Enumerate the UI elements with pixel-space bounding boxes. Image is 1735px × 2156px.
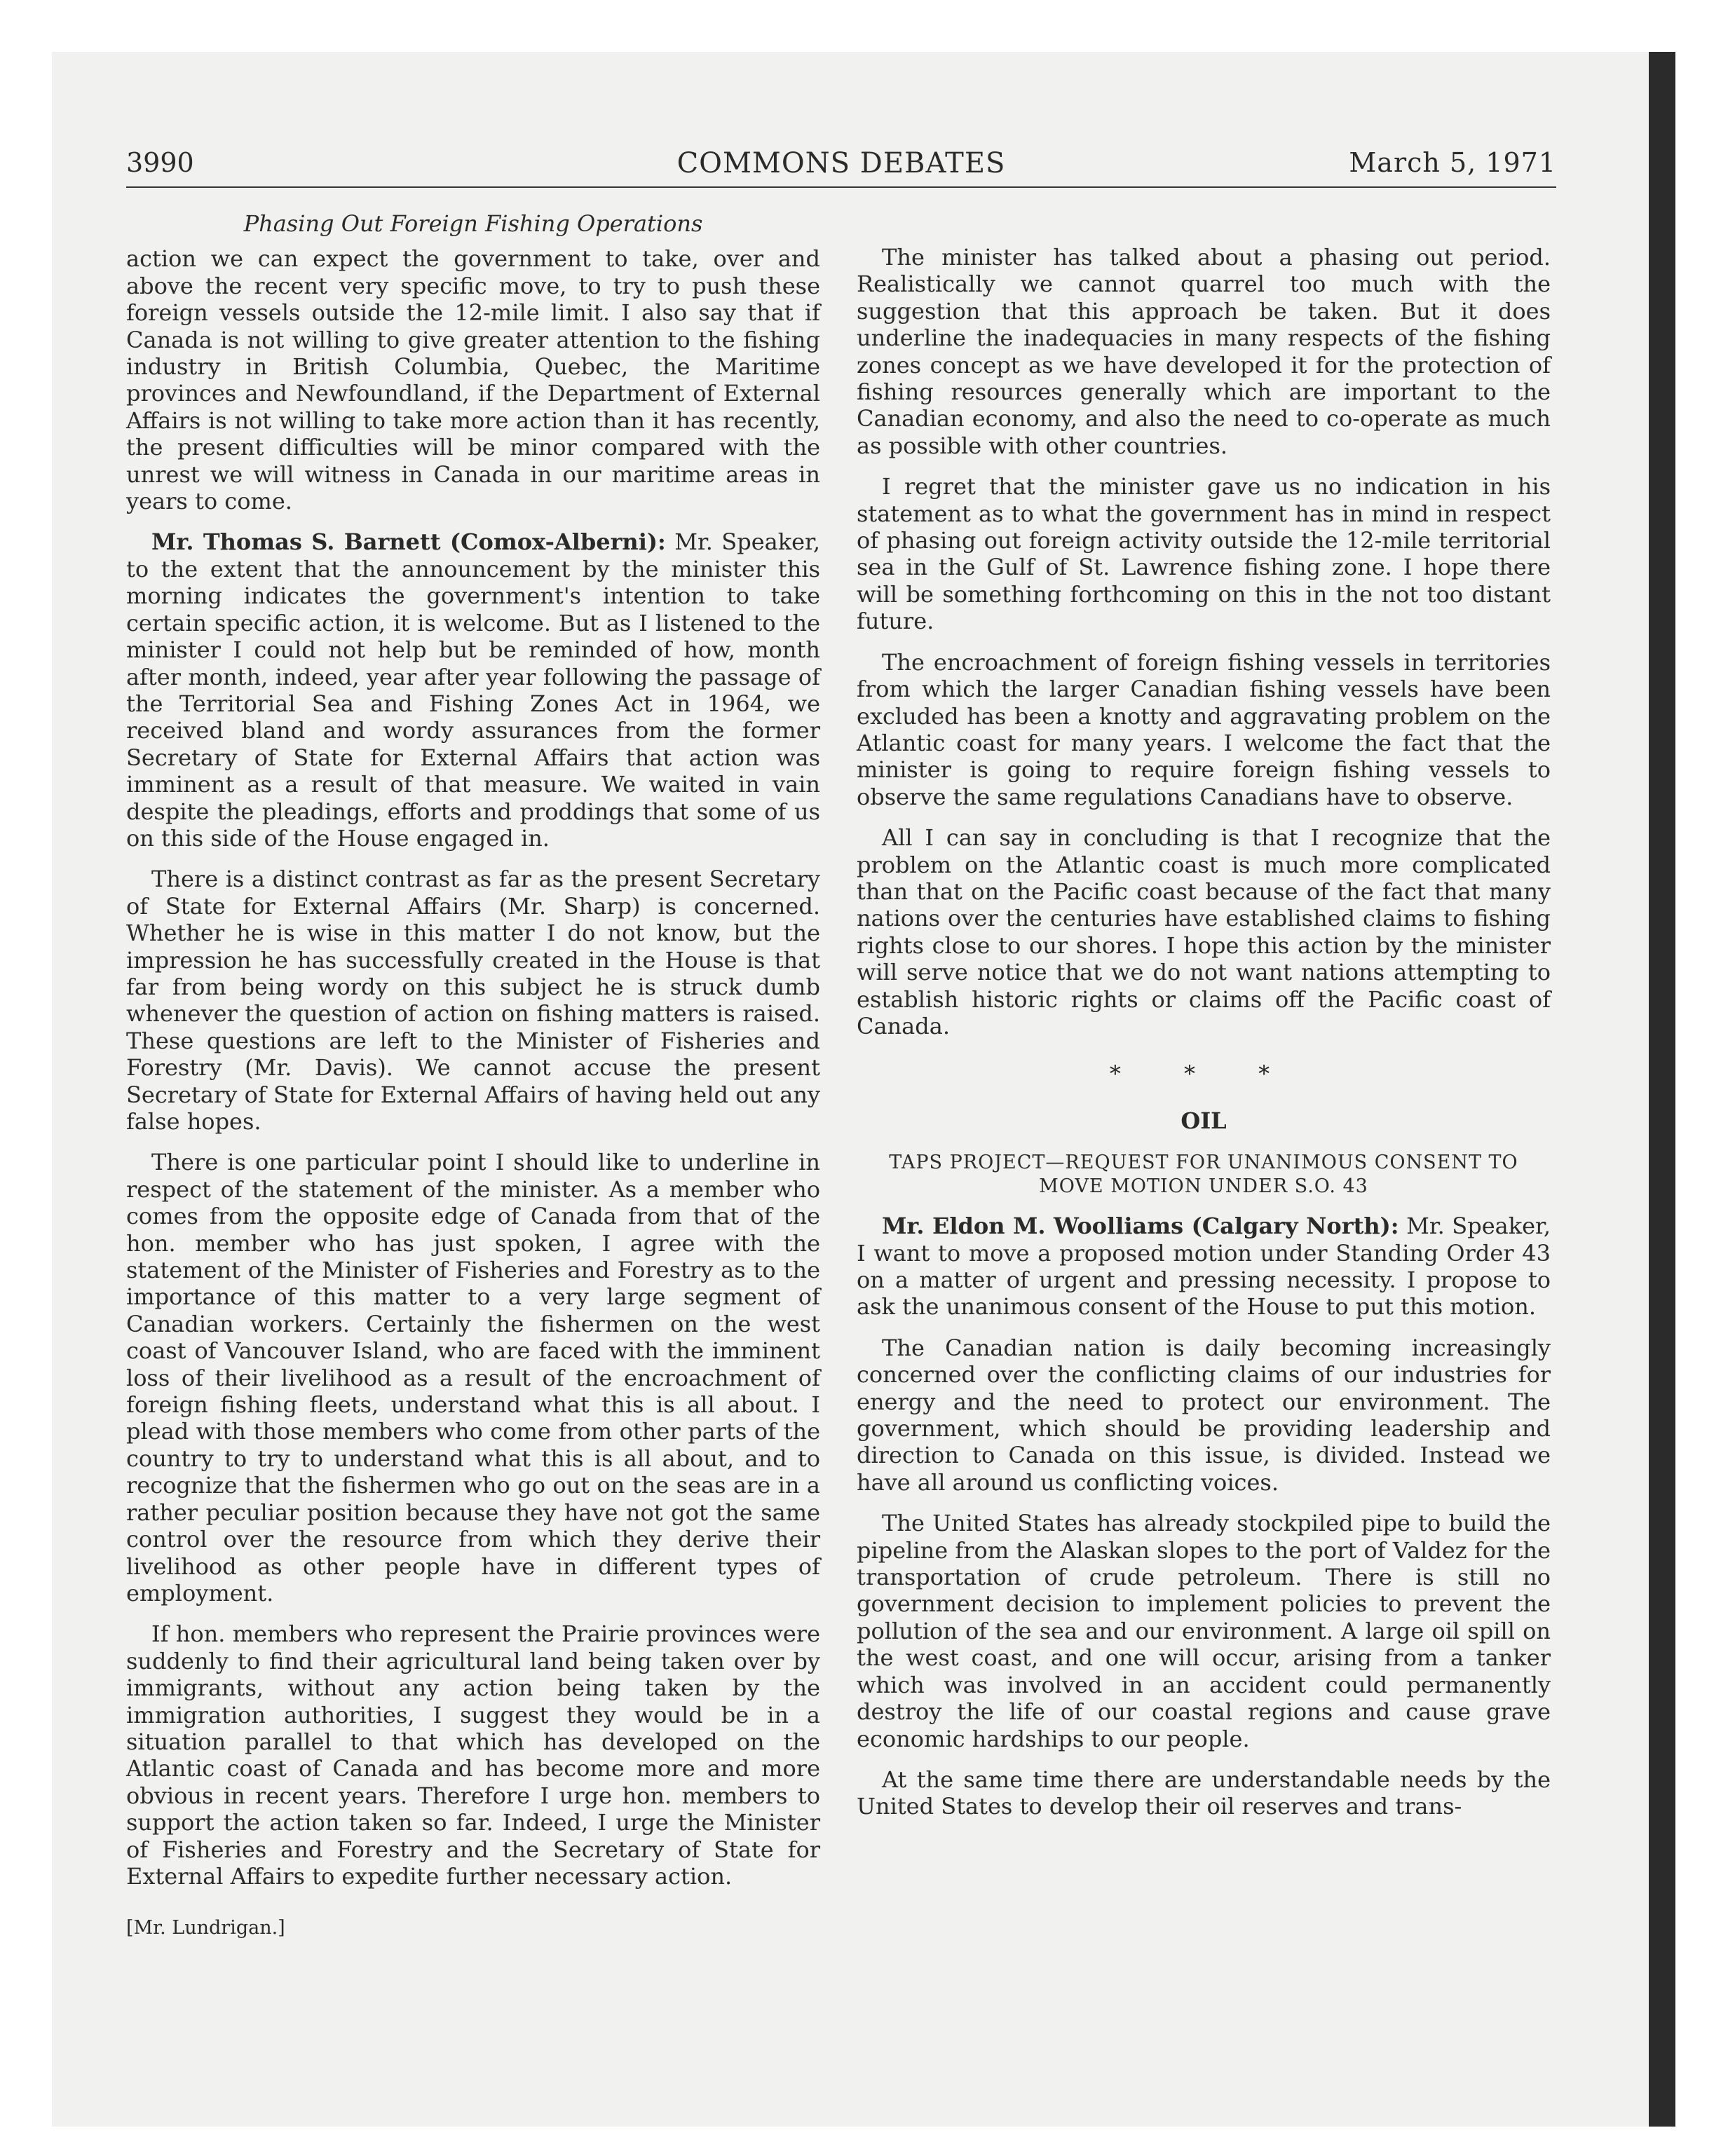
page-header [126,147,1556,188]
paragraph: action we can expect the government to take, over and above the recent very specific move, to try to push these foreign vessels outside the 12-mile limit. I also say that if Canada is not willing to give greater attention to the fishing industry in British Columbia, Quebec, the Maritime provinces and Newfoundland, if the Department of External Affairs is not willing to take more action than it has recently, the present difficulties will be minor compared with the unrest we will witness in Canada in our maritime areas in years to come. [126,245,820,515]
page-date: March 5, 1971 [1349,147,1556,178]
right-column [857,244,1551,1834]
paragraph: The minister has talked about a phasing out period. Realistically we cannot quarrel too much with the suggestion that this approach be taken. But it does underline the inadequacies in many respects of the fishing zones concept as we have developed it for the protection of fishing resources generally which are important to the Canadian economy, and also the need to co-operate as much as possible with other countries. [857,244,1551,459]
paragraph: I regret that the minister gave us no indication in his statement as to what the government has in mind in respect of phasing out foreign activity outside the 12-mile territorial sea in the Gulf of St. Lawrence fishing zone. I hope there will be something forthcoming on this in the not too distant future. [857,473,1551,635]
paragraph: The United States has already stockpiled pipe to build the pipeline from the Alaskan slopes to the port of Valdez for the transportation of crude petroleum. There is still no government decision to implement policies to prevent the pollution of the sea and our environment. A large oil spill on the west coast, and one will occur, arising from a tanker which was involved in an accident could permanently destroy the life of our coastal regions and cause grave economic hardships to our people. [857,1510,1551,1752]
speaker-attribution: [Mr. Lundrigan.] [126,1917,285,1939]
section-separator: * * * [1109,1060,1298,1088]
paragraph-text: Mr. Speaker, to the extent that the announcement by the minister this morning indicates the government's intention to take certain specific action, it is welcome. But as I listened to the minister I could not help but be reminded of how, month after month, indeed, year after year following the passage of the Territorial Sea and Fishing Zones Act in 1964, we received bland and wordy assurances from the former Secretary of State for External Affairs that action was imminent as a result of that measure. We waited in vain despite the pleadings, efforts and proddings that some of us on this side of the House engaged in. [126,528,820,852]
paragraph [857,1213,1551,1321]
paragraph: If hon. members who represent the Prairie provinces were suddenly to find their agricultural land being taken over by immigrants, without any action being taken by the immigration authorities, I suggest they would be in a situation parallel to that which has developed on the Atlantic coast of Canada and has become more and more obvious in recent years. Therefore I urge hon. members to support the action taken so far. Indeed, I urge the Minister of Fisheries and Forestry and the Secretary of State for External Affairs to expedite further necessary action. [126,1621,820,1890]
paragraph: All I can say in concluding is that I recognize that the problem on the Atlantic coast is much more complicated than that on the Pacific coast because of the fact that many nations over the centuries have established claims to fishing rights close to our shores. I hope this action by the minister will serve notice that we do not want nations attempting to establish historic rights or claims off the Pacific coast of Canada. [857,824,1551,1039]
section-title: OIL [1181,1107,1227,1134]
left-column [126,210,820,1942]
paragraph [126,528,820,852]
speaker-name: Mr. Thomas S. Barnett (Comox-Alberni): [151,528,666,556]
paragraph: The encroachment of foreign fishing vessels in territories from which the larger Canadian fishing vessels have been excluded has been a knotty and aggravating problem on the Atlantic coast for many years. I welcome the fact that the minister is going to require foreign fishing vessels to observe the same regulations Canadians have to observe. [857,648,1551,810]
running-head: Phasing Out Foreign Fishing Operations [243,210,703,237]
paragraph-text: Mr. Speaker, I want to move a proposed motion under Standing Order 43 on a matter of urgent and pressing necessity. I propose to ask the unanimous consent of the House to put this motion. [857,1213,1551,1321]
publication-title: COMMONS DEBATES [676,147,1006,179]
section-subheading: TAPS PROJECT—REQUEST FOR UNANIMOUS CONSENT TO MOVE MOTION UNDER S.O. 43 [889,1152,1518,1198]
paragraph: There is one particular point I should like to underline in respect of the statement of the minister. As a member who comes from the opposite edge of Canada from that of the hon. member who has just spoken, I agree with the statement of the Minister of Fisheries and Forestry as to the importance of this matter to a very large segment of Canadian workers. Certainly the fishermen on the west coast of Vancouver Island, who are faced with the imminent loss of their livelihood as a result of the encroachment of foreign fishing fleets, understand what this is all about. I plead with those members who come from other parts of the country to try to understand what this is all about, and to recognize that the fishermen who go out on the seas are in a rather peculiar position because they have not got the same control over the resource from which they derive their livelihood as other people have in different types of employment. [126,1149,820,1606]
paragraph: There is a distinct contrast as far as the present Secretary of State for External Affairs (Mr. Sharp) is concerned. Whether he is wise in this matter I do not know, but the impression he has successfully created in the House is that far from being wordy on this subject he is struck dumb whenever the question of action on fishing matters is raised. These questions are left to the Minister of Fisheries and Forestry (Mr. Davis). We cannot accuse the present Secretary of State for External Affairs of having held out any false hopes. [126,866,820,1135]
paragraph: At the same time there are understandable needs by the United States to develop their oil reserves and trans- [857,1766,1551,1820]
page-number: 3990 [126,147,194,178]
scan-edge [1649,52,1675,2127]
paragraph: The Canadian nation is daily becoming increasingly concerned over the conflicting claims of our industries for energy and the need to protect our environment. The government, which should be providing leadership and direction to Canada on this issue, is divided. Instead we have all around us conflicting voices. [857,1334,1551,1496]
speaker-name: Mr. Eldon M. Woolliams (Calgary North): [882,1213,1399,1240]
